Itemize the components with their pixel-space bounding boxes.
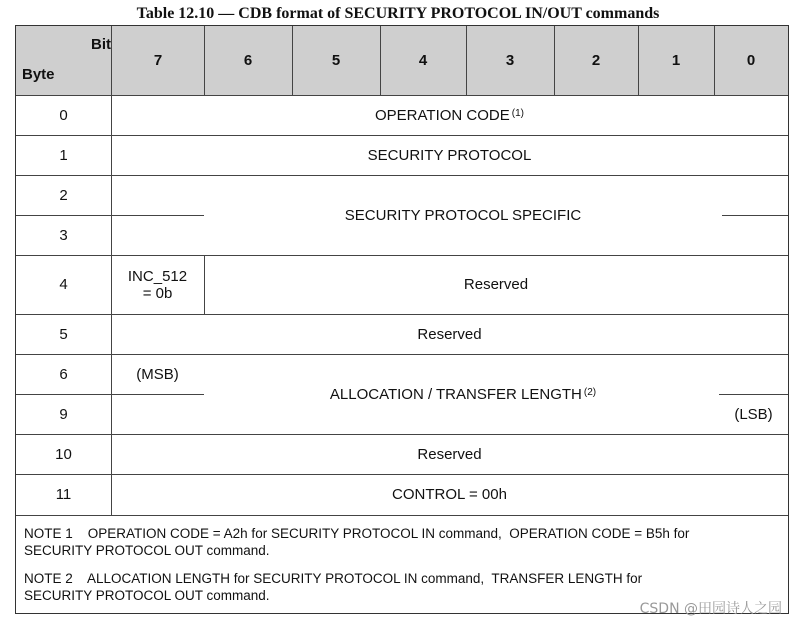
byte-4: 4 — [59, 276, 68, 293]
byte-1: 1 — [59, 146, 68, 164]
header-divider — [638, 26, 639, 95]
header-divider — [204, 26, 205, 95]
table-title: Table 12.10 — CDB format of SECURITY PROTOCOL IN/OUT commands — [136, 5, 660, 22]
security-protocol-specific-field: SECURITY PROTOCOL SPECIFIC — [344, 206, 582, 224]
inc-512-label: INC_512 — [127, 267, 188, 285]
byte-0: 0 — [59, 106, 68, 124]
bit-header-5: 5 — [331, 52, 341, 69]
inc-512-value: = 0b — [142, 284, 173, 302]
note-2-line-2: SECURITY PROTOCOL OUT command. — [24, 588, 270, 603]
msb-label: (MSB) — [136, 365, 179, 383]
reserved-field-10: Reserved — [417, 445, 482, 463]
security-protocol-field: SECURITY PROTOCOL — [367, 146, 532, 164]
note-1-line-2: SECURITY PROTOCOL OUT command. — [24, 543, 270, 558]
note-1-line-1: NOTE 1 OPERATION CODE = A2h for SECURITY PROTOCOL IN command, OPERATION CODE = B5h for — [24, 526, 690, 541]
bit-header-1: 1 — [671, 52, 681, 69]
byte-9: 9 — [59, 405, 68, 423]
allocation-transfer-length-label: ALLOCATION / TRANSFER LENGTH — [329, 385, 582, 403]
row-border-partial — [111, 394, 204, 395]
footnote-ref-2: (2) — [583, 386, 597, 398]
byte-11: 11 — [55, 486, 72, 503]
note-2-line-1: NOTE 2 ALLOCATION LENGTH for SECURITY PROTOCOL IN command, TRANSFER LENGTH for — [24, 571, 643, 586]
header-divider — [466, 26, 467, 95]
bit-header-7: 7 — [153, 52, 163, 69]
byte-10: 10 — [55, 445, 72, 463]
row-border-partial — [722, 215, 788, 216]
byte-3: 3 — [59, 226, 68, 244]
row-border — [16, 515, 788, 516]
inc-512-field — [111, 255, 204, 314]
byte-5: 5 — [59, 325, 68, 343]
bit-header-6: 6 — [243, 52, 253, 69]
operation-code-label: OPERATION CODE — [375, 106, 510, 124]
reserved-field-5: Reserved — [417, 325, 482, 343]
byte-label: Byte — [22, 65, 55, 83]
lsb-label: (LSB) — [734, 405, 773, 423]
header-divider — [554, 26, 555, 95]
allocation-transfer-length-field — [204, 354, 722, 434]
header-divider — [380, 26, 381, 95]
control-field: CONTROL = 00h — [392, 486, 507, 503]
footnote-ref-1: (1) — [511, 107, 524, 119]
reserved-field-4: Reserved — [463, 276, 529, 293]
header-divider — [292, 26, 293, 95]
bit-header-4: 4 — [418, 52, 428, 69]
bit-header-3: 3 — [505, 52, 515, 69]
note-1 — [24, 525, 784, 559]
header-divider — [714, 26, 715, 95]
byte-2: 2 — [59, 186, 68, 204]
operation-code-field — [111, 95, 788, 135]
bit-header-0: 0 — [746, 52, 756, 69]
bit-label: Bit — [91, 35, 111, 53]
byte-6: 6 — [59, 365, 68, 383]
row-border-partial — [111, 215, 204, 216]
watermark: CSDN @田园诗人之园 — [639, 601, 782, 617]
cdb-table — [15, 25, 789, 614]
bit-header-2: 2 — [591, 52, 601, 69]
